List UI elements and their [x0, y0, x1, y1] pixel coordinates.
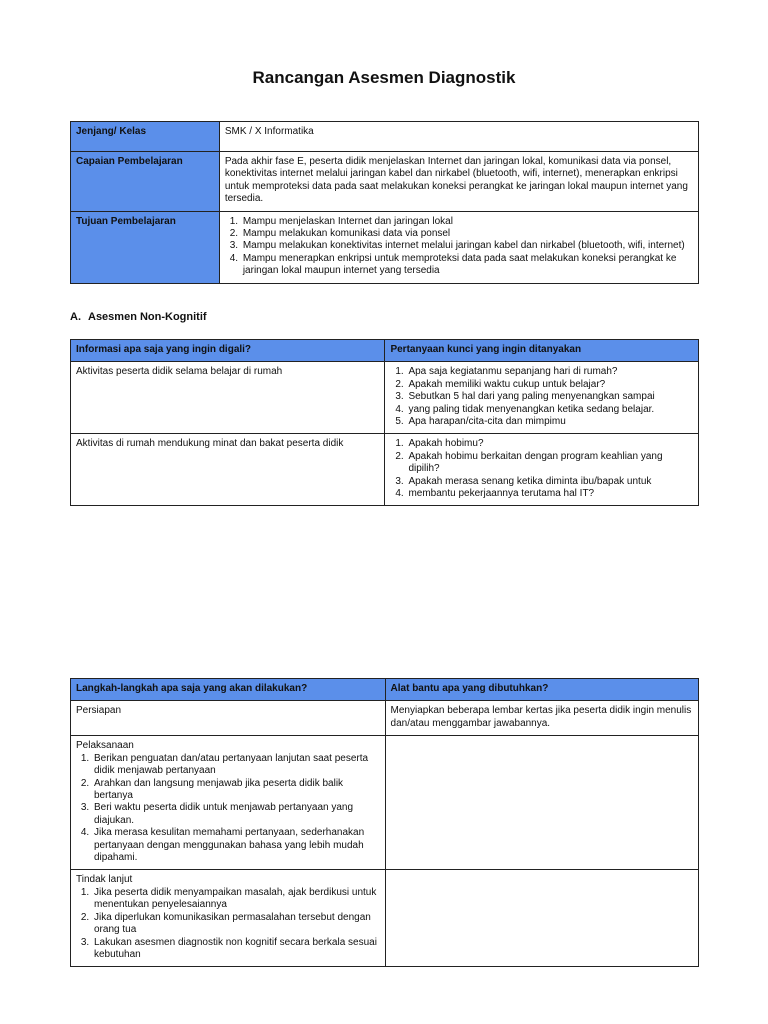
questions-list: [390, 366, 693, 428]
list-item: 4. yang paling tidak menyenangkan ketika sedang belajar.: [406, 404, 693, 416]
jenjang-value: SMK / X Informatika: [219, 122, 698, 152]
row-info: Aktivitas peserta didik selama belajar di rumah: [71, 362, 385, 434]
list-item: 1. Apa saja kegiatanmu sepanjang hari di rumah?: [406, 366, 693, 378]
list-item: 4. Jika merasa kesulitan memahami pertanyaan, sederhanakan pertanyaan dengan menggunakan bahasa yang lebih mudah dipahami.: [92, 827, 380, 864]
row-questions: [385, 434, 699, 506]
persiapan-tool: Menyiapkan beberapa lembar kertas jika peserta didik ingin menulis dan/atau menggambar jawabannya.: [385, 701, 698, 736]
table-header-row: [71, 679, 699, 701]
list-item: 4. membantu pekerjaannya terutama hal IT?: [406, 488, 693, 500]
pelaksanaan-label: Pelaksanaan: [76, 740, 134, 752]
list-item: 3. Mampu melakukan konektivitas internet melalui jaringan kabel dan nirkabel (bluetooth, wifi, internet): [241, 240, 693, 252]
tindak-lanjut-label: Tindak lanjut: [76, 874, 133, 886]
list-item: 1. Berikan penguatan dan/atau pertanyaan lanjutan saat peserta didik menjawab pertanyaan: [92, 753, 380, 778]
table-row: [71, 736, 699, 870]
table-row: [71, 870, 699, 967]
section-a-number: A.: [70, 311, 81, 323]
header-langkah: Langkah-langkah apa saja yang akan dilakukan?: [71, 679, 386, 701]
tujuan-list: [225, 216, 693, 278]
tujuan-value: [219, 211, 698, 283]
list-item: 1. Mampu menjelaskan Internet dan jaringan lokal: [241, 216, 693, 228]
capaian-value: Pada akhir fase E, peserta didik menjelaskan Internet dan jaringan lokal, komunikasi data via ponsel, konektivitas internet melalui jaringan kabel dan nirkabel (bluetooth, wifi, internet), menerapkan enkripsi untuk memproteksi data pada saat melakukan koneksi perangkat ke jaringan lokal maupun internet yang tersedia.: [219, 152, 698, 212]
info-row-capaian: [71, 152, 699, 212]
nonkognitif-table: [70, 339, 699, 506]
tindak-lanjut-tool: [385, 870, 698, 967]
table-row: [71, 701, 699, 736]
list-item: 3. Lakukan asesmen diagnostik non kognitif secara berkala sesuai kebutuhan: [92, 937, 380, 962]
table-row: [71, 434, 699, 506]
capaian-label: Capaian Pembelajaran: [71, 152, 220, 212]
list-item: 2. Arahkan dan langsung menjawab jika peserta didik balik bertanya: [92, 778, 380, 803]
header-pertanyaan: Pertanyaan kunci yang ingin ditanyakan: [385, 340, 699, 362]
pelaksanaan-list: [76, 753, 380, 865]
pelaksanaan-cell: [71, 736, 386, 870]
questions-list: [390, 438, 693, 500]
list-item: 1. Jika peserta didik menyampaikan masalah, ajak berdikusi untuk menentukan penyelesaiannya: [92, 887, 380, 912]
info-table: [70, 121, 699, 284]
steps-table: [70, 678, 699, 967]
persiapan-label: Persiapan: [71, 701, 386, 736]
row-info: Aktivitas di rumah mendukung minat dan bakat peserta didik: [71, 434, 385, 506]
table-header-row: [71, 340, 699, 362]
tujuan-label: Tujuan Pembelajaran: [71, 211, 220, 283]
list-item: 5. Apa harapan/cita-cita dan mimpimu: [406, 416, 693, 428]
list-item: 1. Apakah hobimu?: [406, 438, 693, 450]
row-questions: [385, 362, 699, 434]
list-item: 2. Apakah hobimu berkaitan dengan program keahlian yang dipilih?: [406, 451, 693, 476]
list-item: 3. Apakah merasa senang ketika diminta ibu/bapak untuk: [406, 476, 693, 488]
table-row: [71, 362, 699, 434]
list-item: 4. Mampu menerapkan enkripsi untuk memproteksi data pada saat melakukan koneksi perangkat ke jaringan lokal maupun internet yang tersedia: [241, 253, 693, 278]
section-a-heading: [70, 311, 207, 323]
page-title: Rancangan Asesmen Diagnostik: [252, 68, 516, 87]
tindak-lanjut-cell: [71, 870, 386, 967]
list-item: 2. Apakah memiliki waktu cukup untuk belajar?: [406, 379, 693, 391]
section-a-title: Asesmen Non-Kognitif: [88, 311, 207, 323]
info-row-tujuan: [71, 211, 699, 283]
list-item: 3. Sebutkan 5 hal dari yang paling menyenangkan sampai: [406, 391, 693, 403]
list-item: 3. Beri waktu peserta didik untuk menjawab pertanyaan yang diajukan.: [92, 802, 380, 827]
info-row-jenjang: [71, 122, 699, 152]
pelaksanaan-tool: [385, 736, 698, 870]
list-item: 2. Jika diperlukan komunikasikan permasalahan tersebut dengan orang tua: [92, 912, 380, 937]
header-alat-bantu: Alat bantu apa yang dibutuhkan?: [385, 679, 698, 701]
tindak-lanjut-list: [76, 887, 380, 961]
header-informasi: Informasi apa saja yang ingin digali?: [71, 340, 385, 362]
list-item: 2. Mampu melakukan komunikasi data via ponsel: [241, 228, 693, 240]
jenjang-label: Jenjang/ Kelas: [71, 122, 220, 152]
